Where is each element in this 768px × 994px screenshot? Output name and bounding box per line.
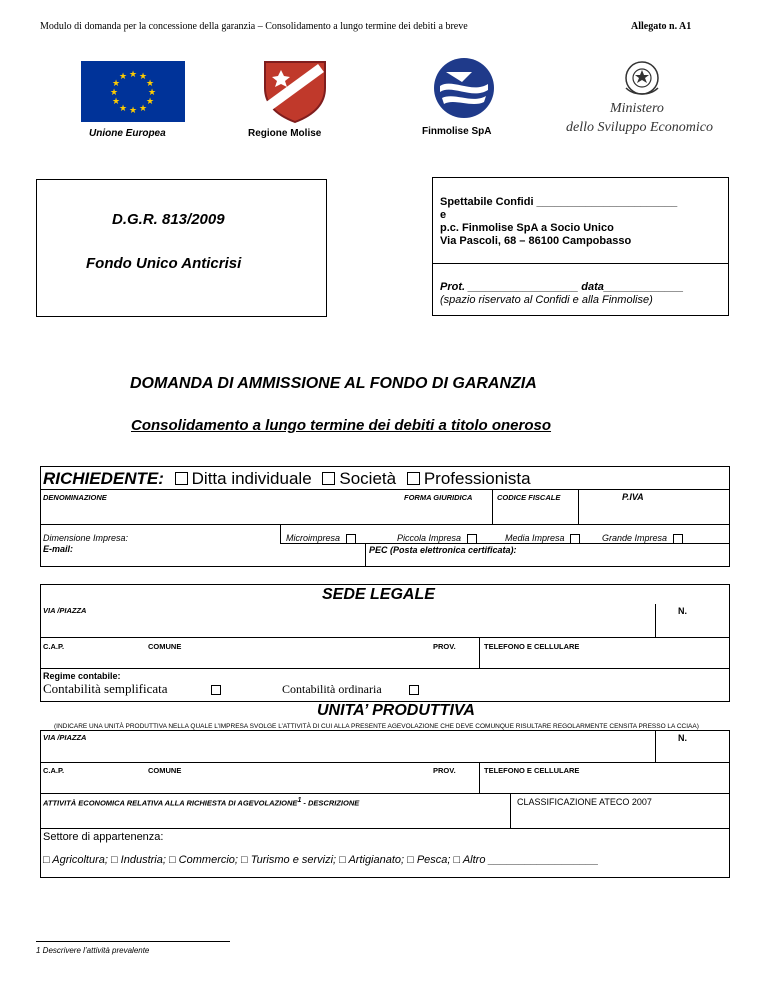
- forma-giuridica-label: FORMA GIURIDICA: [404, 493, 473, 502]
- media-label: Media Impresa: [505, 533, 565, 543]
- fondo-label: Fondo Unico Anticrisi: [86, 255, 242, 272]
- address-line: Via Pascoli, 68 – 86100 Campobasso: [440, 235, 632, 247]
- unita-telefono-label: TELEFONO E CELLULARE: [484, 766, 580, 775]
- svg-text:★: ★: [118, 72, 128, 82]
- col-divider: [655, 604, 656, 637]
- col-divider: [655, 730, 656, 762]
- sede-via-label: VIA /PIAZZA: [43, 606, 87, 615]
- sede-telefono-label: TELEFONO E CELLULARE: [484, 642, 580, 651]
- ministero-label-line2: dello Sviluppo Economico: [566, 120, 713, 135]
- settore-label: Settore di appartenenza:: [43, 831, 164, 843]
- footnote-text: 1 Descrivere l’attività prevalente: [36, 946, 150, 955]
- grande-label: Grande Impresa: [602, 533, 668, 543]
- row-divider: [280, 543, 730, 544]
- denominazione-label: DENOMINAZIONE: [43, 493, 107, 502]
- row-divider: [40, 668, 730, 669]
- sede-comune-label: COMUNE: [148, 642, 182, 651]
- main-title: DOMANDA DI AMMISSIONE AL FONDO DI GARANZIA: [130, 375, 537, 392]
- eu-label: Unione Europea: [89, 128, 166, 139]
- row-divider: [40, 762, 730, 763]
- subtitle: Consolidamento a lungo termine dei debiti a titolo oneroso: [131, 417, 552, 434]
- col-divider: [492, 489, 493, 525]
- professionista-checkbox[interactable]: [407, 472, 420, 485]
- ministero-label-line1: Ministero: [610, 101, 664, 116]
- svg-text:★: ★: [111, 79, 121, 89]
- col-divider: [479, 637, 480, 669]
- unita-via-label: VIA /PIAZZA: [43, 733, 87, 742]
- societa-label: Società: [339, 469, 397, 488]
- richiedente-header: [43, 469, 531, 489]
- row-divider: [40, 828, 730, 829]
- regione-molise-shield-icon: [259, 58, 331, 124]
- confidi-line: Spettabile Confidi _______________________: [440, 196, 678, 208]
- unita-comune-label: COMUNE: [148, 766, 182, 775]
- col-divider: [280, 524, 281, 544]
- sede-prov-label: PROV.: [433, 642, 456, 651]
- ditta-checkbox[interactable]: [175, 472, 188, 485]
- svg-text:★: ★: [145, 79, 155, 89]
- sede-legale-title: SEDE LEGALE: [322, 586, 435, 603]
- sede-cap-label: C.A.P.: [43, 642, 65, 651]
- svg-text:★: ★: [118, 104, 128, 114]
- societa-checkbox[interactable]: [322, 472, 335, 485]
- col-divider: [365, 543, 366, 567]
- col-divider: [479, 762, 480, 793]
- e-line: e: [440, 209, 447, 221]
- svg-text:★: ★: [138, 72, 148, 82]
- semplificata-checkbox[interactable]: [211, 685, 221, 695]
- ordinaria-label: Contabilità ordinaria: [282, 682, 382, 696]
- italian-republic-emblem-icon: [620, 58, 664, 98]
- col-divider: [578, 489, 579, 525]
- svg-text:★: ★: [138, 104, 148, 114]
- email-label: E-mail:: [43, 544, 74, 554]
- eu-flag-logo: [81, 61, 185, 122]
- pc-finmolise-line: p.c. Finmolise SpA a Socio Unico: [440, 222, 614, 234]
- micro-label: Microimpresa: [286, 533, 341, 543]
- unita-prov-label: PROV.: [433, 766, 456, 775]
- reserved-space-note: (spazio riservato al Confidi e alla Finmolise): [440, 294, 653, 306]
- unita-cap-label: C.A.P.: [43, 766, 65, 775]
- piva-label: P.IVA: [622, 492, 644, 502]
- richiedente-label: RICHIEDENTE:: [43, 469, 164, 488]
- settore-options: □ Agricoltura; □ Industria; □ Commercio; □ Turismo e servizi; □ Artigianato; □ Pesca; □ Altro __________________: [43, 854, 599, 866]
- piccola-label: Piccola Impresa: [397, 533, 462, 543]
- col-divider: [510, 793, 511, 828]
- ordinaria-checkbox[interactable]: [409, 685, 419, 695]
- svg-text:★: ★: [147, 88, 157, 98]
- row-divider: [40, 489, 730, 490]
- row-divider: [40, 637, 730, 638]
- finmolise-label: Finmolise SpA: [422, 126, 492, 137]
- attivita-footnote-ref: 1: [297, 797, 302, 804]
- dgr-number: D.G.R. 813/2009: [112, 211, 225, 228]
- svg-text:★: ★: [128, 106, 138, 116]
- row-divider: [40, 524, 730, 525]
- dimensione-label: Dimensione Impresa:: [43, 533, 129, 543]
- regime-contabile-label: Regime contabile:: [43, 671, 121, 681]
- sede-numero-label: N.: [678, 606, 687, 616]
- attivita-text: ATTIVITÀ ECONOMICA RELATIVA ALLA RICHIESTA DI AGEVOLAZIONE: [43, 798, 298, 808]
- eu-stars-icon: [81, 61, 185, 122]
- semplificata-label: Contabilità semplificata: [43, 681, 168, 696]
- prot-data-line: Prot. __________________ data_____________: [440, 281, 684, 293]
- unita-numero-label: N.: [678, 733, 687, 743]
- attivita-descrizione: - DESCRIZIONE: [301, 798, 360, 808]
- svg-text:★: ★: [111, 97, 121, 107]
- unita-produttiva-title: UNITA’ PRODUTTIVA: [317, 702, 475, 719]
- svg-text:★: ★: [128, 70, 138, 80]
- finmolise-logo-icon: [432, 56, 496, 120]
- row-divider: [40, 793, 730, 794]
- attivita-label: [43, 797, 359, 808]
- ateco-label: CLASSIFICAZIONE ATECO 2007: [517, 797, 652, 807]
- unita-note: (INDICARE UNA UNITÀ PRODUTTIVA NELLA QUALE L’IMPRESA SVOLGE L’ATTIVITÀ DI CUI ALLA PRESENTE AGEVOLAZIONE CHE DEVE COMUNQUE RISULTARE REGOLARMENTE CENSITA PRESSO LA CCIAA): [54, 723, 699, 730]
- codice-fiscale-label: CODICE FISCALE: [497, 493, 561, 502]
- professionista-label: Professionista: [423, 469, 531, 488]
- ditta-label: Ditta individuale: [191, 469, 312, 488]
- addressee-divider: [432, 263, 729, 264]
- svg-text:★: ★: [109, 88, 119, 98]
- pec-label: PEC (Posta elettronica certificata):: [369, 545, 517, 555]
- dgr-box: [36, 179, 327, 317]
- footnote-separator: [36, 941, 230, 942]
- document-header-title: Modulo di domanda per la concessione della garanzia – Consolidamento a lungo termine dei debiti a breve: [40, 21, 468, 32]
- svg-text:★: ★: [145, 97, 155, 107]
- allegato-label: Allegato n. A1: [631, 21, 692, 32]
- regione-label: Regione Molise: [248, 128, 322, 139]
